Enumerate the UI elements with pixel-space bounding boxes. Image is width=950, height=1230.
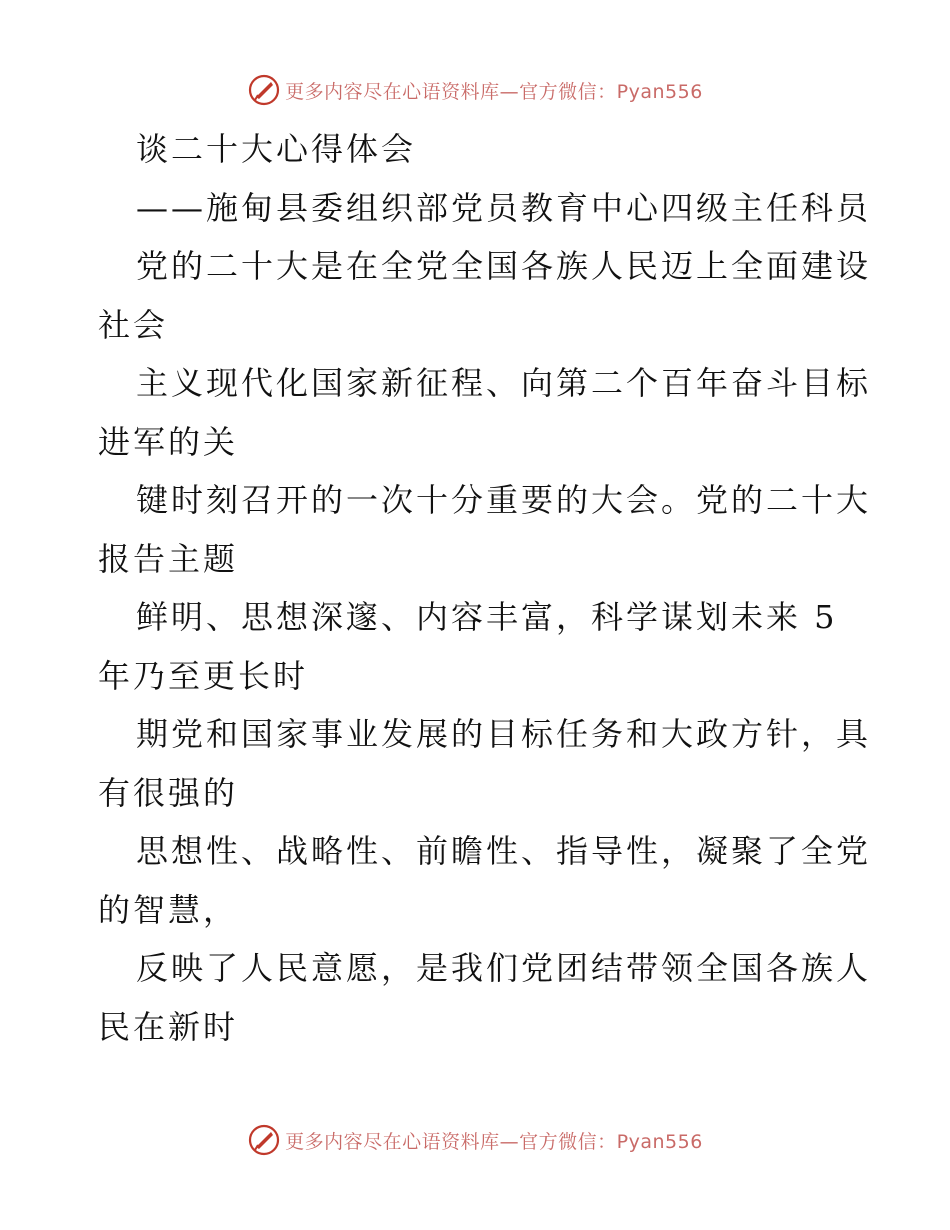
quill-logo-icon xyxy=(247,1123,281,1157)
watermark-text: 更多内容尽在心语资料库—官方微信：Pyan556 xyxy=(285,1130,703,1153)
quill-logo-icon xyxy=(247,73,281,107)
doc-title: 谈二十大心得体会 xyxy=(136,130,417,168)
doc-line: 思想性、战略性、前瞻性、指导性，凝聚了全党 xyxy=(136,832,872,870)
doc-line: 社会 xyxy=(98,305,169,344)
doc-line: 反映了人民意愿，是我们党团结带领全国各族人 xyxy=(136,949,872,987)
doc-line: 的智慧， xyxy=(98,890,239,929)
doc-line: 报告主题 xyxy=(98,539,239,578)
doc-line: 进军的关 xyxy=(98,422,239,461)
doc-line: 民在新时 xyxy=(98,1007,239,1046)
doc-author-line: ——施甸县委组织部党员教育中心四级主任科员 xyxy=(136,188,872,227)
footer-watermark xyxy=(0,1118,950,1162)
watermark-text: 更多内容尽在心语资料库—官方微信：Pyan556 xyxy=(285,80,703,103)
doc-line: 有很强的 xyxy=(98,773,239,812)
doc-line: 键时刻召开的一次十分重要的大会。党的二十大 xyxy=(136,481,872,519)
document-body xyxy=(98,120,872,1056)
doc-line: 期党和国家事业发展的目标任务和大政方针，具 xyxy=(136,715,872,753)
doc-line: 党的二十大是在全党全国各族人民迈上全面建设 xyxy=(136,247,872,285)
doc-line: 主义现代化国家新征程、向第二个百年奋斗目标 xyxy=(136,364,872,402)
doc-line: 年乃至更长时 xyxy=(98,656,309,695)
header-watermark xyxy=(0,68,950,112)
doc-line: 鲜明、思想深邃、内容丰富，科学谋划未来 5 xyxy=(136,598,838,636)
